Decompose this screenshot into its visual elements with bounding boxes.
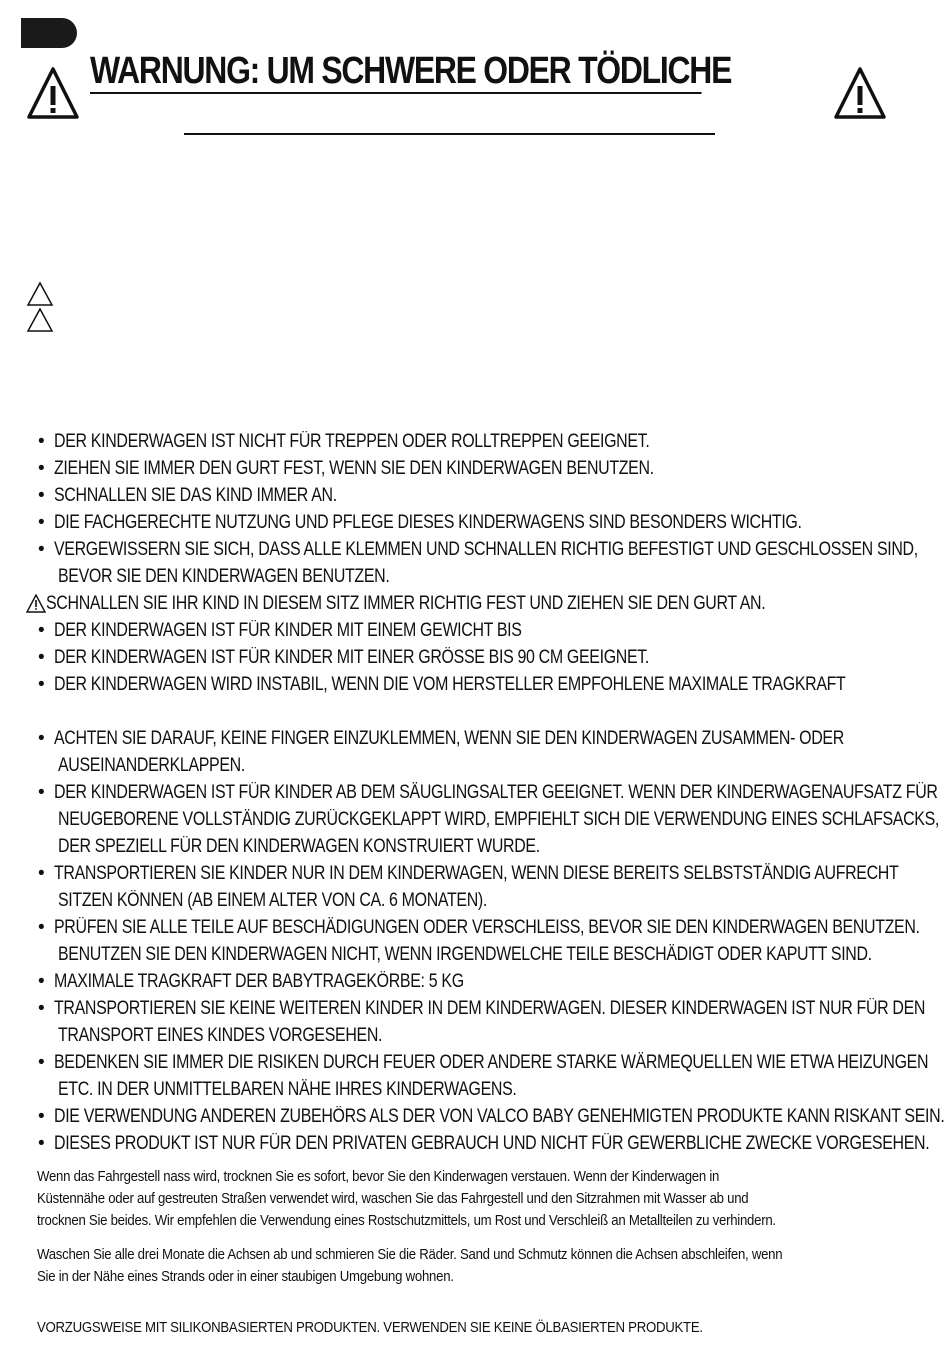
warning-triangle-icon (834, 66, 886, 120)
list-item (38, 1022, 938, 1049)
list-item-text: DIESES PRODUKT IST NUR FÜR DEN PRIVATEN GEBRAUCH UND NICHT FÜR GEWERBLICHE ZWECKE VORGESEHEN. (54, 1133, 930, 1154)
list-item-text: SCHNALLEN SIE DAS KIND IMMER AN. (54, 485, 337, 506)
bullet-icon: • (38, 728, 45, 749)
list-item-text: SITZEN KÖNNEN (AB EINEM ALTER VON CA. 6 MONATEN). (58, 890, 488, 911)
bullet-icon: • (38, 863, 45, 884)
warning-list (38, 428, 945, 1157)
paragraph-line: VORZUGSWEISE MIT SILIKONBASIERTEN PRODUKTEN. VERWENDEN SIE KEINE ÖLBASIERTEN PRODUKTE. (37, 1319, 703, 1336)
list-item (38, 1130, 938, 1157)
bullet-icon: • (38, 1052, 45, 1073)
list-item-text: TRANSPORTIEREN SIE KEINE WEITEREN KINDER IN DEM KINDERWAGEN. DIESER KINDERWAGEN IST NUR FÜR DEN (54, 998, 926, 1019)
bullet-icon: • (38, 998, 45, 1019)
list-item (38, 1049, 938, 1076)
list-item-text: DER KINDERWAGEN IST FÜR KINDER MIT EINEM GEWICHT BIS (54, 620, 522, 641)
page-tab-marker (21, 18, 77, 48)
list-item-text: BEDENKEN SIE IMMER DIE RISIKEN DURCH FEUER ODER ANDERE STARKE WÄRMEQUELLEN WIE ETWA HEIZUNGEN (54, 1052, 929, 1073)
bullet-icon: • (38, 539, 45, 560)
list-item (38, 617, 938, 644)
list-item-text: TRANSPORTIEREN SIE KINDER NUR IN DEM KINDERWAGEN, WENN DIESE BEREITS SELBSTSTÄNDIG AUFRECHT (54, 863, 899, 884)
list-item-text: DER KINDERWAGEN IST FÜR KINDER AB DEM SÄUGLINGSALTER GEEIGNET. WENN DER KINDERWAGENAUFSATZ FÜR (54, 782, 938, 803)
bullet-icon: • (38, 1106, 45, 1127)
list-item-text: SCHNALLEN SIE IHR KIND IN DIESEM SITZ IMMER RICHTIG FEST UND ZIEHEN SIE DEN GURT AN. (46, 593, 766, 614)
bullet-icon: • (38, 674, 45, 695)
list-item (38, 806, 938, 833)
list-item-text: DER KINDERWAGEN IST FÜR KINDER MIT EINER GRÖSSE BIS 90 CM GEEIGNET. (54, 647, 650, 668)
list-item (38, 509, 938, 536)
list-item-text: BENUTZEN SIE DEN KINDERWAGEN NICHT, WENN IRGENDWELCHE TEILE BESCHÄDIGT ODER KAPUTT SIND. (58, 944, 872, 965)
paragraph-line: Sie in der Nähe eines Strands oder in einer staubigen Umgebung wohnen. (37, 1268, 454, 1285)
list-item-text: VERGEWISSERN SIE SICH, DASS ALLE KLEMMEN UND SCHNALLEN RICHTIG BEFESTIGT UND GESCHLOSSEN SIND, (54, 539, 918, 560)
paragraph-line: Waschen Sie alle drei Monate die Achsen ab und schmieren Sie die Räder. Sand und Schmutz können die Achsen abschleifen, wenn (37, 1246, 783, 1263)
list-item (38, 644, 938, 671)
paragraph-line: Küstennähe oder auf gestreuten Straßen verwendet wird, waschen Sie das Fahrgestell und den Sitzrahmen mit Wasser ab und (37, 1190, 749, 1207)
bullet-icon: • (38, 512, 45, 533)
paragraph-line: trocknen Sie beides. Wir empfehlen die Verwendung eines Rostschutzmittels, um Rost und Verschleiß an Metallteilen zu verhindern. (37, 1212, 776, 1229)
outline-triangle-icon (26, 307, 54, 333)
list-item (38, 995, 938, 1022)
list-item (38, 752, 938, 779)
list-item-text: ACHTEN SIE DARAUF, KEINE FINGER EINZUKLEMMEN, WENN SIE DEN KINDERWAGEN ZUSAMMEN- ODER (54, 728, 844, 749)
list-item (38, 455, 938, 482)
bullet-icon: • (38, 431, 45, 452)
paragraph (37, 1244, 937, 1288)
list-item-text: DER KINDERWAGEN IST NICHT FÜR TREPPEN ODER ROLLTREPPEN GEEIGNET. (54, 431, 650, 452)
heading-rule (184, 133, 715, 135)
bullet-icon: • (38, 782, 45, 803)
list-item (38, 914, 938, 941)
list-item-text: PRÜFEN SIE ALLE TEILE AUF BESCHÄDIGUNGEN ODER VERSCHLEISS, BEVOR SIE DEN KINDERWAGEN BENUTZEN. (54, 917, 920, 938)
list-item-text: MAXIMALE TRAGKRAFT DER BABYTRAGEKÖRBE: 5 KG (54, 971, 464, 992)
list-item (38, 941, 938, 968)
list-item (38, 482, 938, 509)
bullet-icon: • (38, 620, 45, 641)
list-item (26, 590, 938, 617)
list-item (38, 536, 938, 563)
list-item-text: ZIEHEN SIE IMMER DEN GURT FEST, WENN SIE DEN KINDERWAGEN BENUTZEN. (54, 458, 654, 479)
list-item (38, 563, 938, 590)
page-title: WARNUNG: UM SCHWERE ODER TÖDLICHE (90, 50, 732, 92)
list-item (38, 779, 938, 806)
list-item-text: TRANSPORT EINES KINDES VORGESEHEN. (58, 1025, 383, 1046)
list-item (38, 725, 938, 752)
list-item-text: DIE FACHGERECHTE NUTZUNG UND PFLEGE DIESES KINDERWAGENS SIND BESONDERS WICHTIG. (54, 512, 802, 533)
list-item-text: DIE VERWENDUNG ANDEREN ZUBEHÖRS ALS DER VON VALCO BABY GENEHMIGTEN PRODUKTE KANN RISKANT SEIN. (54, 1106, 945, 1127)
list-item-text: BEVOR SIE DEN KINDERWAGEN BENUTZEN. (58, 566, 390, 587)
list-item (38, 833, 938, 860)
list-item (38, 887, 938, 914)
list-item-text: ETC. IN DER UNMITTELBAREN NÄHE IHRES KINDERWAGENS. (58, 1079, 517, 1100)
list-item (38, 1103, 945, 1130)
list-item (38, 860, 938, 887)
bullet-icon: • (38, 458, 45, 479)
bullet-icon: • (38, 917, 45, 938)
paragraph (37, 1317, 937, 1339)
paragraph-line: Wenn das Fahrgestell nass wird, trocknen Sie es sofort, bevor Sie den Kinderwagen verstauen. Wenn der Kinderwagen in (37, 1168, 720, 1185)
bullet-icon: • (38, 1133, 45, 1154)
list-item (38, 428, 938, 455)
list-item-text: DER KINDERWAGEN WIRD INSTABIL, WENN DIE VOM HERSTELLER EMPFOHLENE MAXIMALE TRAGKRAFT (54, 674, 846, 695)
outline-triangle-icon (26, 281, 54, 307)
paragraph (37, 1166, 937, 1232)
bullet-icon: • (38, 485, 45, 506)
bullet-icon: • (38, 971, 45, 992)
list-item (38, 671, 938, 698)
list-item-text: DER SPEZIELL FÜR DEN KINDERWAGEN KONSTRUIERT WURDE. (58, 836, 540, 857)
list-item (38, 1076, 938, 1103)
list-item-text: AUSEINANDERKLAPPEN. (58, 755, 245, 776)
list-item (38, 968, 938, 995)
bullet-icon: • (38, 647, 45, 668)
warning-triangle-icon (27, 66, 79, 120)
list-item-text: NEUGEBORENE VOLLSTÄNDIG ZURÜCKGEKLAPPT WIRD, EMPFIEHLT SICH DIE VERWENDUNG EINES SCHLAFSACKS, (58, 809, 940, 830)
